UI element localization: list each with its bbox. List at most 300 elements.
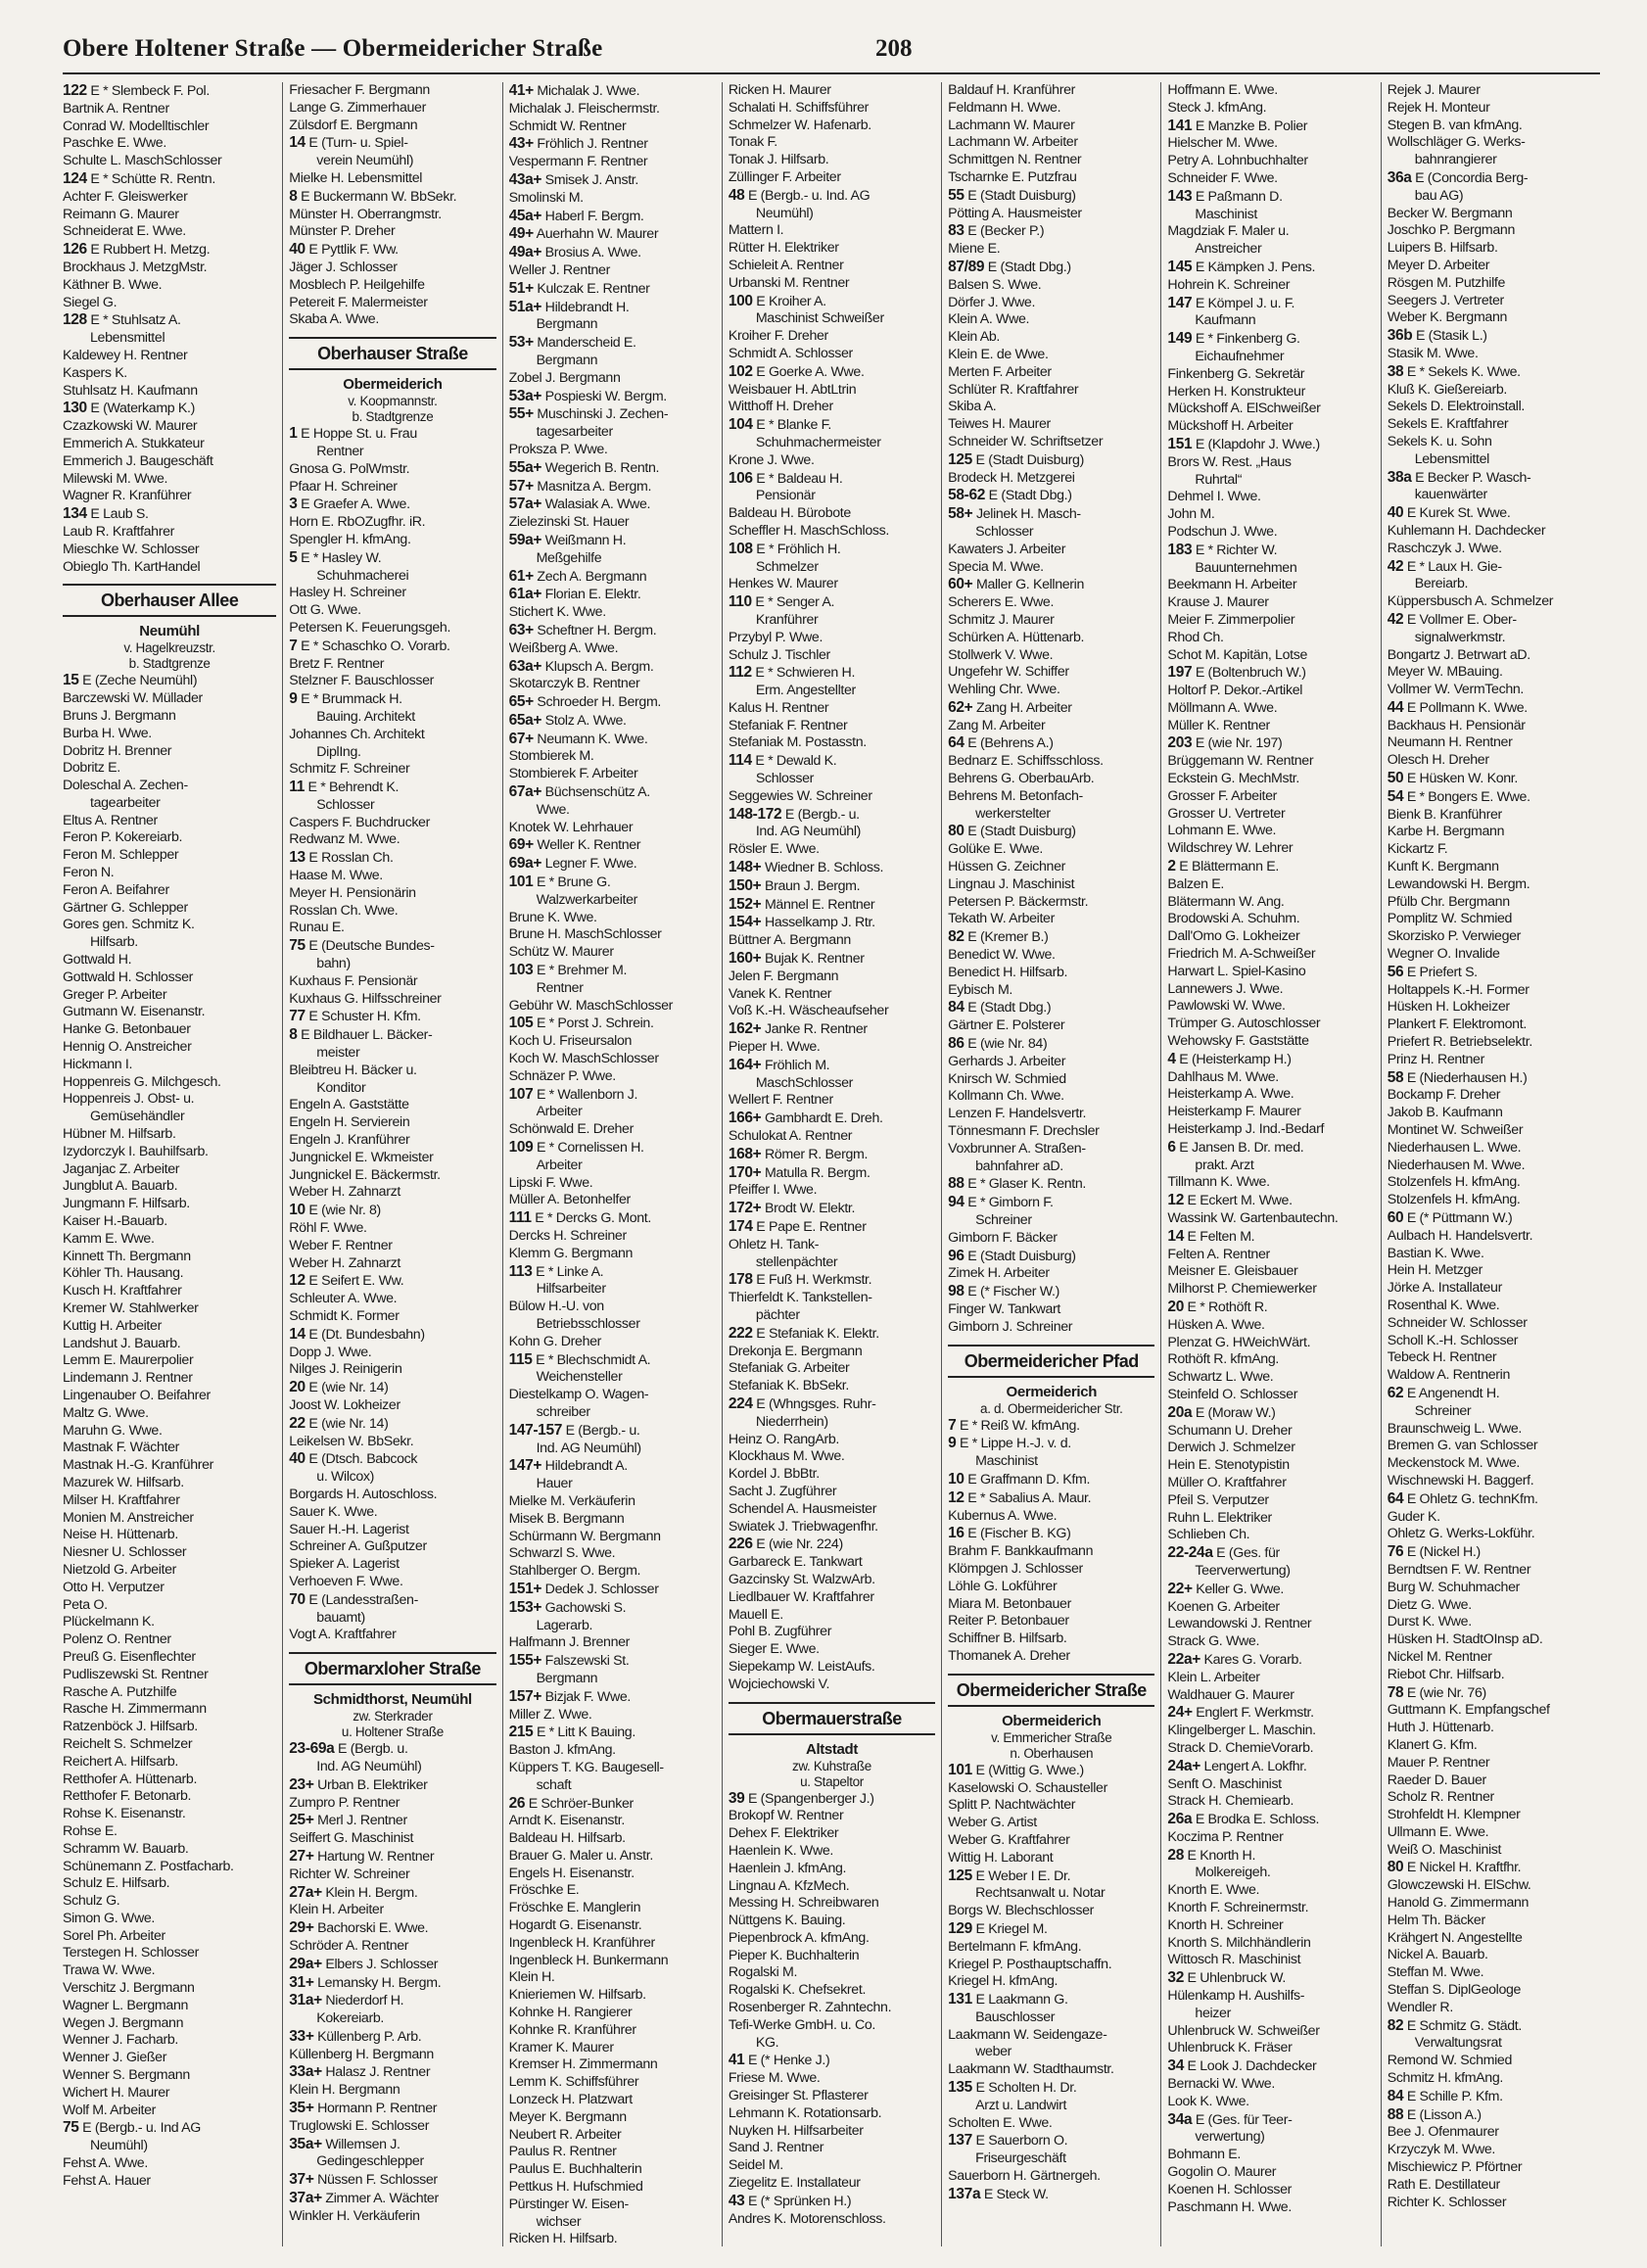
resident-entry: 42 E Vollmer E. Ober- [1387, 610, 1517, 628]
resident-entry: 147-157 E (Bergb.- u. [508, 1421, 640, 1439]
resident-entry: Niederhausen L. Wwe. [1387, 1139, 1522, 1156]
entry-continuation: verein Neumühl) [316, 153, 414, 169]
resident-entry: Feron A. Beifahrer [63, 881, 169, 898]
resident-entry: Jungblut A. Bauarb. [63, 1178, 178, 1195]
resident-entry: 84 E Schille P. Kfm. [1387, 2087, 1503, 2104]
entry-continuation: Ind. AG Neumühl) [755, 824, 862, 840]
resident-entry: 16 E (Fischer B. KG) [948, 1525, 1071, 1542]
resident-entry: Münster P. Dreher [289, 223, 396, 240]
resident-entry: Brahm F. Bankkaufmann [948, 1543, 1094, 1560]
resident-entry: 88 E * Glaser K. Rentn. [948, 1175, 1087, 1193]
resident-entry: Borgs W. Blechschlosser [948, 1903, 1094, 1919]
entry-continuation: Konditor [316, 1079, 366, 1096]
resident-entry: Felten A. Rentner [1167, 1246, 1270, 1262]
resident-entry: Brodowski A. Schuhm. [1167, 911, 1300, 927]
resident-entry: Wagner R. Kranführer [63, 488, 192, 504]
resident-entry: Niederhausen M. Wwe. [1387, 1157, 1526, 1173]
resident-entry: Schumann U. Dreher [1167, 1422, 1293, 1439]
resident-entry: 69a+ Legner F. Wwe. [508, 855, 637, 873]
resident-entry: 82 E (Kremer B.) [948, 928, 1049, 946]
resident-entry: 7 E * Schaschko O. Vorarb. [289, 637, 450, 654]
resident-entry: Fröschke E. [508, 1882, 580, 1899]
resident-entry: Mastnak H.-G. Kranführer [63, 1457, 214, 1474]
resident-entry: Obieglo Th. KartHandel [63, 558, 201, 575]
resident-entry: 33a+ Halasz J. Rentner [289, 2063, 431, 2081]
resident-entry: Zülsdorf E. Bergmann [289, 117, 418, 133]
street-range: u. Stapeltor [800, 1773, 864, 1789]
resident-entry: 5 E * Hasley W. [289, 548, 382, 566]
resident-entry: Rohse K. Eisenanstr. [63, 1806, 186, 1822]
entry-continuation: bahnrangierer [1414, 152, 1497, 168]
entry-continuation: Hauer [536, 1476, 573, 1492]
street-range: b. Stadtgrenze [352, 409, 434, 425]
resident-entry: Rhod Ch. [1167, 629, 1224, 645]
resident-entry: Preuß G. Eisenflechter [63, 1648, 196, 1665]
resident-entry: 55 E (Stadt Duisburg) [948, 186, 1076, 204]
resident-entry: Schneider W. Schlosser [1387, 1314, 1528, 1331]
resident-entry: Stuhlsatz H. Kaufmann [63, 382, 198, 399]
resident-entry: Hüsken A. Wwe. [1167, 1316, 1265, 1333]
resident-entry: Steffan S. DiplGeologe [1387, 1982, 1522, 1999]
resident-entry: 105 E * Porst J. Schrein. [508, 1015, 654, 1032]
resident-entry: Scholl K.-H. Schlosser [1387, 1332, 1519, 1348]
resident-entry: Koenen G. Arbeiter [1167, 1598, 1280, 1615]
directory-column [63, 82, 282, 2246]
resident-entry: Aulbach H. Handelsvertr. [1387, 1227, 1533, 1244]
resident-entry: Raeder D. Bauer [1387, 1772, 1486, 1788]
resident-entry: Guder K. [1387, 1508, 1440, 1525]
resident-entry: Klein L. Arbeiter [1167, 1669, 1260, 1685]
resident-entry: Smolinski M. [508, 189, 584, 206]
resident-entry: 102 E Goerke A. Wwe. [728, 362, 865, 380]
resident-entry: Plückelmann K. [63, 1614, 155, 1630]
resident-entry: Klockhaus M. Wwe. [728, 1448, 845, 1465]
entry-continuation: Schuhmachermeister [755, 434, 881, 450]
resident-entry: Knotek W. Lehrhauer [508, 819, 634, 835]
resident-entry: Kaselowski O. Schausteller [948, 1779, 1107, 1796]
resident-entry: 34a E (Ges. für Teer- [1167, 2110, 1293, 2128]
resident-entry: Tscharnke E. Putzfrau [948, 168, 1077, 185]
resident-entry: 10 E (wie Nr. 8) [289, 1202, 381, 1219]
resident-entry: Schulz G. [63, 1893, 120, 1910]
entry-continuation: Schreiner [1414, 1402, 1472, 1419]
entry-continuation: Neumühl) [90, 2138, 148, 2154]
entry-continuation: bau AG) [1414, 187, 1464, 204]
resident-entry: Mieschke W. Schlosser [63, 541, 200, 557]
resident-entry: Leikelsen W. BbSekr. [289, 1433, 414, 1449]
resident-entry: Neise H. Hüttenarb. [63, 1527, 178, 1543]
resident-entry: 13 E Rosslan Ch. [289, 849, 394, 867]
directory-columns [63, 82, 1600, 2246]
resident-entry: Mielke M. Verkäuferin [508, 1492, 635, 1509]
resident-entry: 12 E Eckert M. Wwe. [1167, 1192, 1293, 1209]
resident-entry: Vollmer W. VermTechn. [1387, 682, 1525, 698]
resident-entry: 9 E * Brummack H. [289, 690, 402, 708]
resident-entry: Remond W. Schmied [1387, 2053, 1513, 2069]
resident-entry: Pürstinger W. Eisen- [508, 2196, 629, 2212]
resident-entry: Siepekamp W. LeistAufs. [728, 1658, 875, 1675]
resident-entry: Baldeau H. Bürobote [728, 505, 851, 522]
resident-entry: Klein H. Bergmann [289, 2082, 400, 2099]
resident-entry: 61a+ Florian E. Elektr. [508, 586, 641, 603]
resident-entry: Scheffler H. MaschSchloss. [728, 522, 889, 539]
resident-entry: Raschczyk J. Wwe. [1387, 540, 1502, 556]
resident-entry: Schulte L. MaschSchlosser [63, 153, 222, 169]
resident-entry: 108 E * Fröhlich H. [728, 540, 841, 557]
resident-entry: Eltus A. Rentner [63, 812, 158, 828]
resident-entry: Hanke G. Betonbauer [63, 1021, 191, 1038]
resident-entry: Wischnewski H. Baggerf. [1387, 1472, 1534, 1488]
resident-entry: Haenlein K. Wwe. [728, 1842, 834, 1859]
resident-entry: Weißberg A. Wwe. [508, 639, 619, 656]
resident-entry: Tefi-Werke GmbH. u. Co. [728, 2016, 875, 2033]
resident-entry: Gärtner G. Schlepper [63, 899, 188, 916]
resident-entry: Küppersbusch A. Schmelzer [1387, 593, 1554, 610]
resident-entry: 109 E * Cornelissen H. [508, 1139, 644, 1157]
entry-continuation: Rentner [536, 979, 584, 996]
resident-entry: 168+ Römer R. Bergm. [728, 1145, 869, 1162]
resident-entry: 80 E Nickel H. Kraftfhr. [1387, 1859, 1522, 1876]
resident-entry: Kawaters J. Arbeiter [948, 541, 1066, 557]
resident-entry: Kuxhaus F. Pensionär [289, 972, 418, 989]
resident-entry: Montinet W. Schweißer [1387, 1122, 1524, 1139]
resident-entry: Splitt P. Nachtwächter [948, 1797, 1076, 1814]
street-range: n. Oberhausen [1010, 1745, 1094, 1761]
street-range: v. Koopmannstr. [348, 394, 438, 409]
resident-entry: Zielezinski St. Hauer [508, 514, 630, 531]
resident-entry: Rogalski K. Chefsekret. [728, 1982, 867, 1999]
resident-entry: Doleschal A. Zechen- [63, 778, 188, 794]
resident-entry: Harwart L. Spiel-Kasino [1167, 963, 1306, 979]
resident-entry: Schürken A. Hüttenarb. [948, 629, 1085, 645]
resident-entry: Friesacher F. Bergmann [289, 82, 430, 98]
resident-entry: Tebeck H. Rentner [1387, 1349, 1497, 1366]
resident-entry: Proksza P. Wwe. [508, 441, 608, 457]
entry-continuation: Bereiarb. [1414, 576, 1469, 592]
resident-entry: Rosslan Ch. Wwe. [289, 902, 399, 919]
resident-entry: Paschke E. Wwe. [63, 135, 166, 152]
resident-entry: 67+ Neumann K. Wwe. [508, 730, 648, 747]
resident-entry: 154+ Hasselkamp J. Rtr. [728, 914, 875, 931]
entry-continuation: Teerverwertung) [1195, 1562, 1291, 1579]
resident-entry: Hogardt G. Eisenanstr. [508, 1917, 642, 1934]
directory-column [282, 82, 501, 2246]
resident-entry: 60+ Maller G. Kellnerin [948, 576, 1085, 593]
entry-continuation: signalwerkmstr. [1414, 629, 1506, 645]
resident-entry: Weisbauer H. AbtLtrin [728, 381, 857, 398]
resident-entry: Gottwald H. Schlosser [63, 969, 194, 985]
resident-entry: Ingenbleck H. Kranführer [508, 1934, 655, 1951]
street-range: zw. Sterkrader [353, 1709, 433, 1725]
resident-entry: Jakob B. Kaufmann [1387, 1105, 1503, 1121]
resident-entry: 53+ Manderscheid E. [508, 334, 636, 352]
resident-entry: 183 E * Richter W. [1167, 541, 1278, 558]
resident-entry: Tonak J. Hilfsarb. [728, 152, 829, 168]
resident-entry: Huth J. Hüttenarb. [1387, 1720, 1494, 1736]
resident-entry: Ricken H. Hilfsarb. [508, 2231, 618, 2246]
resident-entry: Pettkus H. Hufschmied [508, 2179, 643, 2196]
resident-entry: Schneider F. Wwe. [1167, 169, 1278, 186]
resident-entry: Retthofer A. Hüttenarb. [63, 1771, 198, 1787]
resident-entry: Seidel M. [728, 2157, 783, 2174]
resident-entry: 77 E Schuster H. Kfm. [289, 1008, 421, 1025]
resident-entry: Redwanz M. Wwe. [289, 831, 400, 848]
resident-entry: Pudliszewski St. Rentner [63, 1666, 209, 1682]
resident-entry: Diestelkamp O. Wagen- [508, 1387, 649, 1403]
resident-entry: Prinz H. Rentner [1387, 1051, 1484, 1067]
resident-entry: Bee J. Ofenmaurer [1387, 2124, 1499, 2141]
resident-entry: Fehst A. Wwe. [63, 2155, 148, 2172]
resident-entry: 100 E Kroiher A. [728, 292, 826, 309]
resident-entry: Teiwes H. Maurer [948, 416, 1051, 433]
resident-entry: Jörke A. Installateur [1387, 1280, 1502, 1297]
resident-entry: Kremer W. Stahlwerker [63, 1300, 199, 1316]
resident-entry: 226 E (wie Nr. 224) [728, 1536, 843, 1553]
resident-entry: 67a+ Büchsenschütz A. [508, 783, 650, 801]
entry-continuation: Rechtsanwalt u. Notar [975, 1885, 1106, 1902]
entry-continuation: Hilfsarb. [90, 934, 138, 951]
resident-entry: Küllenberg H. Bergmann [289, 2046, 434, 2062]
resident-entry: 87/89 E (Stadt Dbg.) [948, 258, 1071, 275]
resident-entry: Ohletz H. Tank- [728, 1236, 820, 1252]
resident-entry: Stombierek M. [508, 748, 594, 765]
entry-continuation: Arbeiter [536, 1104, 583, 1120]
resident-entry: Sekels E. Kraftfahrer [1387, 416, 1509, 433]
resident-entry: Rothöft R. kfmAng. [1167, 1351, 1279, 1368]
resident-entry: Helm Th. Bäcker [1387, 1912, 1485, 1928]
resident-entry: 149 E * Finkenberg G. [1167, 330, 1300, 348]
directory-column [722, 82, 941, 2246]
resident-entry: Zumpro P. Rentner [289, 1794, 400, 1811]
resident-entry: Klein A. Wwe. [948, 311, 1030, 328]
resident-entry: Riebot Chr. Hilfsarb. [1387, 1666, 1505, 1682]
resident-entry: Nilges J. Reinigerin [289, 1361, 402, 1378]
resident-entry: 96 E (Stadt Duisburg) [948, 1247, 1076, 1264]
resident-entry: Holtappels K.-H. Former [1387, 981, 1529, 998]
resident-entry: Becker W. Bergmann [1387, 205, 1513, 221]
resident-entry: Lannewers J. Wwe. [1167, 980, 1284, 997]
resident-entry: Reiter P. Betonbauer [948, 1613, 1069, 1630]
resident-entry: Lemm K. Schiffsführer [508, 2074, 639, 2091]
resident-entry: 75 E (Deutsche Bundes- [289, 937, 435, 955]
resident-entry: Przybyl P. Wwe. [728, 629, 824, 645]
resident-entry: Weber H. Zahnarzt [289, 1184, 400, 1201]
resident-entry: 111 E * Dercks G. Mont. [508, 1209, 651, 1227]
resident-entry: 106 E * Baldeau H. [728, 469, 843, 487]
resident-entry: Meisner E. Gleisbauer [1167, 1263, 1298, 1280]
resident-entry: Hoppenreis J. Obst- u. [63, 1091, 195, 1108]
resident-entry: 50 E Hüsken W. Konr. [1387, 770, 1518, 787]
resident-entry: Schulz J. Tischler [728, 646, 830, 663]
resident-entry: 59a+ Weißmann H. [508, 531, 627, 548]
district-name: Obermeiderich [343, 376, 443, 394]
resident-entry: Reichert A. Hilfsarb. [63, 1753, 179, 1770]
resident-entry: Tekath W. Arbeiter [948, 911, 1055, 927]
resident-entry: Tillmann K. Wwe. [1167, 1174, 1270, 1191]
resident-entry: Stegen B. van kfmAng. [1387, 117, 1523, 133]
resident-entry: Kremser H. Zimmermann [508, 2056, 658, 2073]
resident-entry: 174 E Pape E. Rentner [728, 1218, 867, 1235]
resident-entry: 224 E (Whngsges. Ruhr- [728, 1394, 876, 1412]
resident-entry: 172+ Brodt W. Elektr. [728, 1200, 856, 1217]
resident-entry: Müller K. Rentner [1167, 717, 1270, 733]
resident-entry: 26a E Brodka E. Schloss. [1167, 1811, 1320, 1828]
resident-entry: Stolzenfels H. kfmAng. [1387, 1192, 1521, 1208]
resident-entry: Ratzenböck J. Hilfsarb. [63, 1719, 198, 1735]
resident-entry: Burba H. Wwe. [63, 725, 152, 741]
resident-entry: Niesner U. Schlosser [63, 1544, 187, 1561]
resident-entry: Stollwerk V. Wwe. [948, 646, 1054, 663]
resident-entry: 75 E (Bergb.- u. Ind AG [63, 2119, 201, 2137]
entry-continuation: kauenwärter [1414, 487, 1487, 503]
resident-entry: Thomanek A. Dreher [948, 1647, 1070, 1664]
resident-entry: 148-172 E (Bergb.- u. [728, 805, 860, 823]
resident-entry: Kriegel P. Posthauptschaffn. [948, 1956, 1112, 1972]
entry-continuation: tagesarbeiter [536, 424, 613, 441]
resident-entry: Jungmann F. Hilfsarb. [63, 1196, 190, 1212]
resident-entry: Kramer K. Maurer [508, 2039, 614, 2055]
resident-entry: 14 E Felten M. [1167, 1227, 1255, 1245]
resident-entry: 14 E (Dt. Bundesbahn) [289, 1325, 425, 1343]
resident-entry: Waldow A. Rentnerin [1387, 1367, 1511, 1384]
resident-entry: Kroiher F. Dreher [728, 328, 828, 345]
resident-entry: Halfmann J. Brenner [508, 1634, 631, 1651]
resident-entry: Kuttig H. Arbeiter [63, 1317, 162, 1334]
resident-entry: Lingenauber O. Beifahrer [63, 1387, 211, 1403]
resident-entry: Weber H. Zahnarzt [289, 1254, 400, 1271]
resident-entry: Steffan M. Wwe. [1387, 1964, 1484, 1981]
entry-continuation: Bergmann [536, 352, 598, 368]
resident-entry: Friese M. Wwe. [728, 2070, 821, 2087]
resident-entry: Kubernus A. Wwe. [948, 1507, 1058, 1524]
resident-entry: Kunft K. Bergmann [1387, 859, 1499, 875]
resident-entry: Krzyczyk M. Wwe. [1387, 2142, 1495, 2158]
entry-continuation: schaft [536, 1776, 572, 1793]
resident-entry: Reichelt S. Schmelzer [63, 1735, 193, 1752]
resident-entry: Lonzeck H. Platzwart [508, 2092, 633, 2108]
resident-entry: Richter W. Schreiner [289, 1866, 410, 1882]
resident-entry: Hülenkamp H. Aushilfs- [1167, 1988, 1305, 2005]
resident-entry: Sauer H.-H. Lagerist [289, 1521, 409, 1537]
resident-entry: Meyer W. MBauing. [1387, 664, 1503, 681]
street-range: a. d. Obermeidericher Str. [980, 1400, 1123, 1416]
entry-continuation: Verwaltungsrat [1414, 2035, 1502, 2052]
resident-entry: Peta O. [63, 1596, 108, 1613]
resident-entry: Richter K. Schlosser [1387, 2194, 1507, 2210]
resident-entry: Plankert F. Elektromont. [1387, 1016, 1527, 1033]
resident-entry: Scherers E. Wwe. [948, 594, 1055, 611]
resident-entry: 8 E Bildhauer L. Bäcker- [289, 1026, 433, 1044]
resident-entry: Wassink W. Gartenbautechn. [1167, 1210, 1339, 1226]
resident-entry: Steinfeld O. Schlosser [1167, 1386, 1298, 1402]
entry-continuation: Bauing. Architekt [316, 708, 415, 725]
resident-entry: Gimborn J. Schreiner [948, 1318, 1073, 1335]
resident-entry: Stefaniak M. Postasstn. [728, 734, 867, 751]
resident-entry: Rösler E. Wwe. [728, 841, 820, 858]
resident-entry: 150+ Braun J. Bergm. [728, 876, 861, 894]
resident-entry: Petereit F. Malermeister [289, 294, 428, 310]
resident-entry: Feldmann H. Wwe. [948, 99, 1061, 116]
entry-continuation: Eichaufnehmer [1195, 348, 1285, 364]
resident-entry: Runau E. [289, 920, 345, 936]
entry-continuation: Neumühl) [755, 205, 814, 221]
resident-entry: Fröschke E. Manglerin [508, 1900, 641, 1916]
resident-entry: Jelen F. Bergmann [728, 968, 839, 984]
resident-entry: 137a E Steck W. [948, 2185, 1049, 2202]
resident-entry: Gnosa G. PolWmstr. [289, 460, 410, 477]
resident-entry: Wehling Chr. Wwe. [948, 682, 1060, 698]
resident-entry: Bienk B. Kranführer [1387, 806, 1502, 823]
resident-entry: Mückshoff A. ElSchweißer [1167, 401, 1321, 417]
resident-entry: Krone J. Wwe. [728, 451, 815, 468]
resident-entry: Pomplitz W. Schmied [1387, 911, 1513, 927]
resident-entry: 12 E * Sabalius A. Maur. [948, 1488, 1092, 1506]
resident-entry: Hanold G. Zimmermann [1387, 1895, 1529, 1912]
resident-entry: Wegner O. Invalide [1387, 946, 1500, 963]
resident-entry: 38a E Becker P. Wasch- [1387, 468, 1531, 486]
resident-entry: 65a+ Stolz A. Wwe. [508, 711, 627, 729]
resident-entry: Schmelzer W. Hafenarb. [728, 117, 871, 133]
resident-entry: Miene E. [948, 241, 1001, 258]
resident-entry: 23+ Urban B. Elektriker [289, 1775, 428, 1793]
resident-entry: Messing H. Schreibwaren [728, 1895, 879, 1912]
resident-entry: Hielscher M. Wwe. [1167, 135, 1278, 152]
resident-entry: 48 E (Bergb.- u. Ind. AG [728, 186, 871, 204]
resident-entry: 157+ Bizjak F. Wwe. [508, 1687, 632, 1705]
resident-entry: Wildschrey W. Lehrer [1167, 840, 1294, 857]
resident-entry: Petersen K. Feuerungsgeh. [289, 619, 451, 636]
resident-entry: Mattern I. [728, 222, 784, 239]
resident-entry: Wittig H. Laborant [948, 1849, 1054, 1866]
resident-entry: Mazurek W. Hilfsarb. [63, 1474, 184, 1490]
resident-entry: Schwartz L. Wwe. [1167, 1369, 1274, 1386]
resident-entry: 153+ Gachowski S. [508, 1598, 627, 1616]
resident-entry: Wellert F. Rentner [728, 1092, 833, 1109]
resident-entry: Truglowski E. Schlosser [289, 2117, 430, 2134]
resident-entry: Rath E. Destillateur [1387, 2176, 1500, 2193]
street-range: zw. Kuhstraße [791, 1758, 871, 1773]
resident-entry: 104 E * Blanke F. [728, 416, 831, 434]
entry-continuation: Bergmann [536, 316, 598, 333]
resident-entry: Trawa W. Wwe. [63, 1962, 156, 1979]
resident-entry: Hoppenreis G. Milchgesch. [63, 1073, 221, 1090]
resident-entry: John M. [1167, 506, 1215, 523]
resident-entry: Klanert G. Kfm. [1387, 1736, 1478, 1753]
resident-entry: 125 E Weber I E. Dr. [948, 1866, 1071, 1884]
resident-entry: Joost W. Lokheizer [289, 1396, 400, 1413]
entry-continuation: stellenpächter [755, 1253, 838, 1270]
resident-entry: Ott G. Wwe. [289, 602, 361, 619]
district-name: Neumühl [139, 623, 200, 640]
resident-entry: 178 E Fuß H. Werkmstr. [728, 1271, 872, 1289]
resident-entry: Grosser F. Arbeiter [1167, 787, 1278, 804]
resident-entry: Dörfer J. Wwe. [948, 294, 1036, 310]
entry-continuation: DiplIng. [316, 743, 361, 760]
resident-entry: Terstegen H. Schlosser [63, 1945, 199, 1961]
resident-entry: Hüssen G. Zeichner [948, 859, 1066, 875]
resident-entry: Schünemann Z. Postfacharb. [63, 1858, 234, 1874]
resident-entry: Koch U. Friseursalon [508, 1033, 633, 1050]
resident-entry: Rasche H. Zimmermann [63, 1701, 207, 1718]
resident-entry: 112 E * Schwieren H. [728, 664, 856, 682]
resident-entry: Nüttgens K. Bauing. [728, 1913, 846, 1929]
resident-entry: Löhle G. Lokführer [948, 1578, 1058, 1594]
resident-entry: Nuyken H. Hilfsarbeiter [728, 2122, 864, 2139]
district-name: Altstadt [805, 1740, 859, 1758]
resident-entry: Schlüter R. Kraftfahrer [948, 381, 1079, 398]
resident-entry: 49+ Auerhahn W. Maurer [508, 225, 659, 243]
resident-entry: Mückshoff H. Arbeiter [1167, 418, 1294, 435]
